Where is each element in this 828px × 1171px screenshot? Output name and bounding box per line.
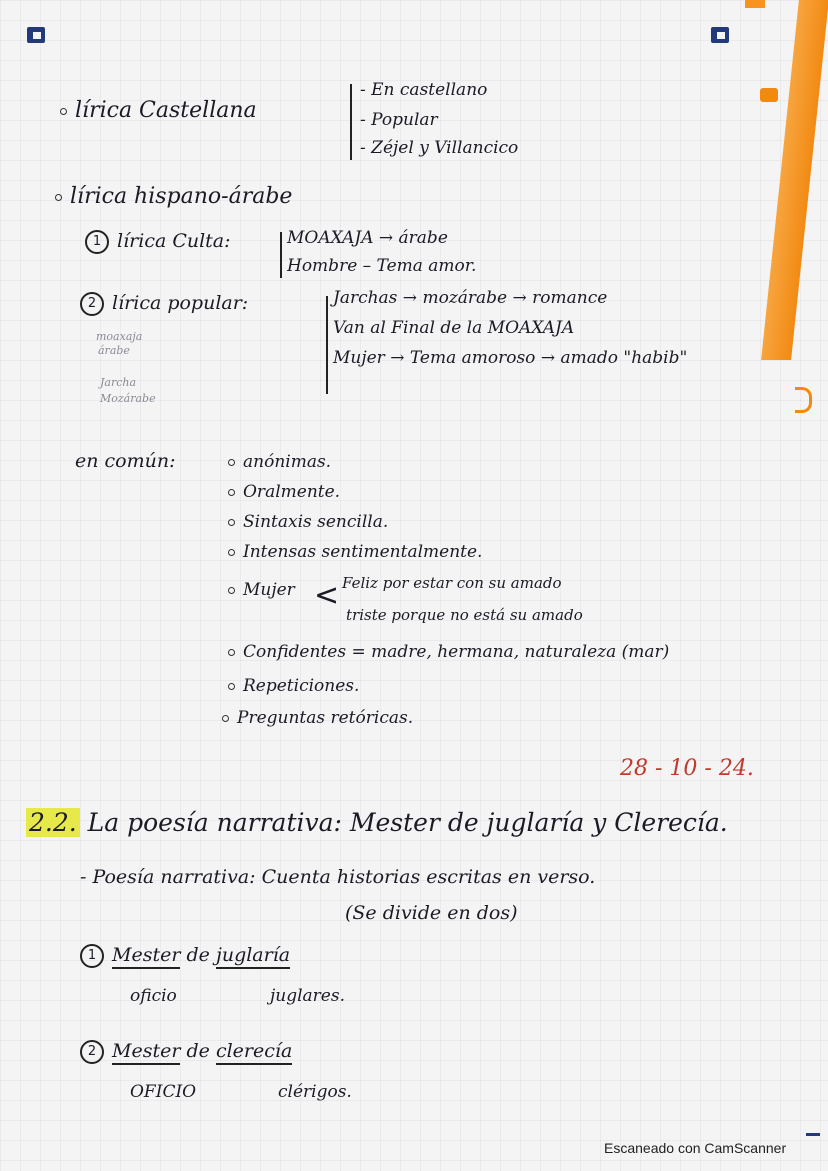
comun-item (228, 676, 359, 696)
lirica-castellana-label: lírica Castellana (75, 98, 257, 123)
margin-note: moaxaja (96, 330, 143, 343)
juglaria-oficio: oficio (130, 986, 177, 1006)
comun-item (228, 642, 669, 662)
marker-tab (760, 88, 778, 102)
brace (326, 296, 328, 394)
section-2-2-title (26, 808, 728, 837)
comun-item-text: Oralmente. (243, 482, 341, 502)
bullet-icon (228, 649, 235, 656)
comun-item (228, 452, 331, 472)
castellana-item: - Zéjel y Villancico (360, 138, 519, 158)
clerecia-clerigos: clérigos. (278, 1082, 352, 1102)
section-title-hispano-arabe (55, 184, 292, 209)
comun-item (228, 512, 388, 532)
corner-mark-icon (27, 27, 45, 43)
corner-mark-icon (711, 27, 729, 43)
angle-bracket-icon: < (314, 578, 340, 613)
lirica-popular-label: lírica popular: (112, 292, 249, 314)
mester-clerecia-row (80, 1040, 292, 1064)
comun-item-text: Preguntas retóricas. (237, 708, 414, 728)
mester-label: Mester (112, 944, 180, 969)
comun-item-text: Repeticiones. (243, 676, 360, 696)
margin-note: Jarcha (100, 376, 137, 389)
bullet-icon (228, 519, 235, 526)
bullet-icon (55, 194, 62, 201)
bullet-icon (222, 715, 229, 722)
orange-marker-cap (745, 0, 765, 8)
comun-item-text: anónimas. (243, 452, 332, 472)
comun-mujer (228, 580, 295, 600)
clerecia-oficio: OFICIO (130, 1082, 197, 1102)
camscanner-footer: Escaneado con CamScanner (604, 1140, 787, 1156)
bullet-icon (60, 108, 67, 115)
bullet-icon (228, 549, 235, 556)
number-circle: 2 (80, 292, 104, 316)
bullet-icon (228, 459, 235, 466)
mester-label: Mester (112, 1040, 180, 1065)
comun-item-text: Sintaxis sencilla. (243, 512, 389, 532)
bullet-icon (228, 587, 235, 594)
mujer-line: Feliz por estar con su amado (342, 574, 562, 592)
de-label: de (186, 1040, 210, 1062)
popular-line: Jarchas → mozárabe → romance (333, 288, 608, 308)
juglaria-juglares: juglares. (270, 986, 345, 1006)
comun-item-text: Confidentes = madre, hermana, naturaleza (mar) (243, 642, 670, 662)
de-label: de (186, 944, 210, 966)
culta-line: MOAXAJA → árabe (287, 228, 448, 248)
marker-tab (795, 387, 812, 413)
castellana-item: - En castellano (360, 80, 488, 100)
clerecia-label: clerecía (216, 1040, 292, 1065)
juglaria-label: juglaría (216, 944, 290, 969)
section-title-text: La poesía narrativa: Mester de juglaría y Clerecía. (87, 808, 728, 837)
castellana-item: - Popular (360, 110, 438, 130)
bullet-icon (228, 683, 235, 690)
footer-dash (806, 1133, 820, 1136)
lirica-culta-label: lírica Culta: (117, 230, 231, 252)
number-circle: 2 (80, 1040, 104, 1064)
mujer-line: triste porque no está su amado (346, 606, 583, 624)
culta-line: Hombre – Tema amor. (287, 256, 477, 276)
en-comun-label: en común: (75, 450, 176, 472)
number-circle: 1 (80, 944, 104, 968)
brace (350, 84, 352, 160)
comun-item (228, 482, 340, 502)
section-title-lirica-castellana (60, 98, 257, 123)
se-divide-note: (Se divide en dos) (345, 902, 518, 924)
poesia-narrativa-definition: - Poesía narrativa: Cuenta historias escritas en verso. (80, 866, 596, 888)
lirica-popular-row (80, 292, 248, 316)
section-number: 2.2. (26, 808, 80, 837)
comun-item-text: Intensas sentimentalmente. (243, 542, 483, 562)
margin-note: Mozárabe (100, 392, 156, 405)
popular-line: Van al Final de la MOAXAJA (333, 318, 575, 338)
popular-line: Mujer → Tema amoroso → amado "habib" (333, 348, 688, 368)
comun-item (228, 542, 482, 562)
margin-note: árabe (98, 344, 130, 357)
comun-item (222, 708, 413, 728)
date-label: 28 - 10 - 24. (620, 756, 754, 781)
mujer-label: Mujer (243, 580, 295, 600)
bullet-icon (228, 489, 235, 496)
orange-marker-stripe (761, 0, 828, 360)
lirica-culta-row (85, 230, 231, 254)
brace (280, 232, 282, 278)
hispano-arabe-label: lírica hispano-árabe (70, 184, 293, 209)
number-circle: 1 (85, 230, 109, 254)
mester-juglaria-row (80, 944, 290, 968)
